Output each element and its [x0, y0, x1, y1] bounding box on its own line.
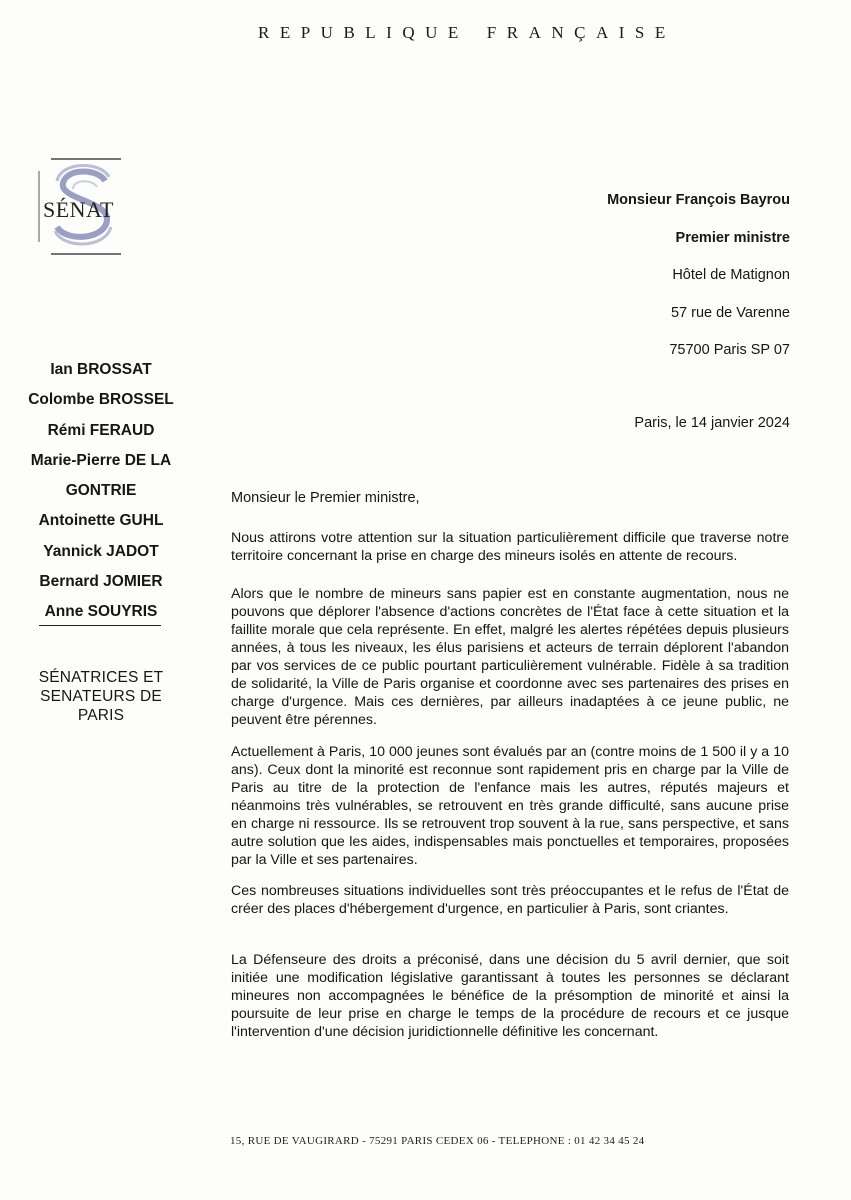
letter-paragraph: Nous attirons votre attention sur la situation particulièrement difficile que traverse notre territoire concernant la prise en charge des mineurs isolés en attente de recours. [231, 530, 789, 564]
senator-name: Colombe BROSSEL [28, 391, 174, 409]
senat-logo [37, 157, 127, 257]
salutation: Monsieur le Premier ministre, [231, 490, 420, 506]
senator-name: Bernard JOMIER [39, 573, 163, 591]
senat-wordmark: SÉNAT [43, 197, 114, 222]
addressee-city: 75700 Paris SP 07 [669, 342, 790, 358]
letter-paragraph: Actuellement à Paris, 10 000 jeunes sont évalués par an (contre moins de 1 500 il y a 10 ans). Ceux dont la minorité est reconnue sont rapidement pris en charge par la Ville de Paris au titre de la protection de l'enfance mais les autres, réputés majeurs et néanmoins très vulnérables, se retrouvent en très grande difficulté, sans aucune prise en charge ni ressource. Ils se retrouvent trop souvent à la rue, sans perspective, et sans autre solution que les aides, indispensables mais ponctuelles et temporaires, proposées par la Ville et ses partenaires. [231, 744, 789, 868]
republique-francaise-header [258, 23, 803, 43]
senator-name: Anne SOUYRIS [44, 603, 158, 621]
addressee-block [430, 190, 790, 378]
addressee-name: Monsieur François Bayrou [607, 192, 790, 208]
letter-paragraph: Ces nombreuses situations individuelles sont très préoccupantes et le refus de l'État de créer des places d'hébergement d'urgence, en particulier à Paris, sont criantes. [231, 883, 789, 917]
addressee-street: 57 rue de Varenne [670, 304, 790, 321]
senators-list [16, 355, 186, 628]
header-francaise: FRANÇAISE [486, 23, 676, 42]
sidebar-divider [39, 625, 161, 626]
letter-paragraph: La Défenseure des droits a préconisé, dans une décision du 5 avril dernier, que soit initiée une modification législative garantissant à toutes les personnes se déclarant mineures non accompagnées le bénéfice de la présomption de minorité et ainsi la poursuite de leur prise en charge le temps de la procédure de recours et ce jusque l'intervention d'une décision juridictionnelle définitive les concernant. [231, 952, 789, 1040]
group-line: PARIS [77, 707, 125, 724]
group-line: SÉNATRICES ET [38, 669, 164, 686]
senator-name: Marie-Pierre DE LA [30, 451, 172, 469]
senator-name: Rémi FERAUD [47, 421, 155, 439]
letter-date: Paris, le 14 janvier 2024 [634, 415, 790, 431]
senator-name: Ian BROSSAT [50, 361, 152, 378]
group-line: SENATEURS DE [40, 688, 162, 705]
addressee-building: Hôtel de Matignon [672, 267, 790, 283]
senator-name: Antoinette GUHL [38, 512, 164, 530]
letter-paragraph: Alors que le nombre de mineurs sans papier est en constante augmentation, nous ne pouvons que déplorer l'absence d'actions concrètes de l'État face à cette situation et la faillite morale que cela représente. En effet, malgré les alertes répétées depuis plusieurs années, à tous les niveaux, les élus parisiens et acteurs de terrain déplorent l'abandon par vos services de ce public pourtant particulièrement vulnérable. Fidèle à sa tradition de solidarité, la Ville de Paris organise et coordonne avec ses partenaires des prises en charge d'urgence. Mais ces dernières, par ailleurs inadaptées à ce jeune public, ne peuvent être pérennes. [231, 586, 789, 728]
addressee-title: Premier ministre [675, 229, 790, 246]
senator-name: GONTRIE [65, 482, 137, 500]
senators-group-label [16, 668, 186, 725]
header-republique: REPUBLIQUE [258, 23, 469, 42]
senator-name: Yannick JADOT [43, 542, 159, 560]
footer-address: 15, RUE DE VAUGIRARD - 75291 PARIS CEDEX 06 - TELEPHONE : 01 42 34 45 24 [230, 1135, 645, 1147]
